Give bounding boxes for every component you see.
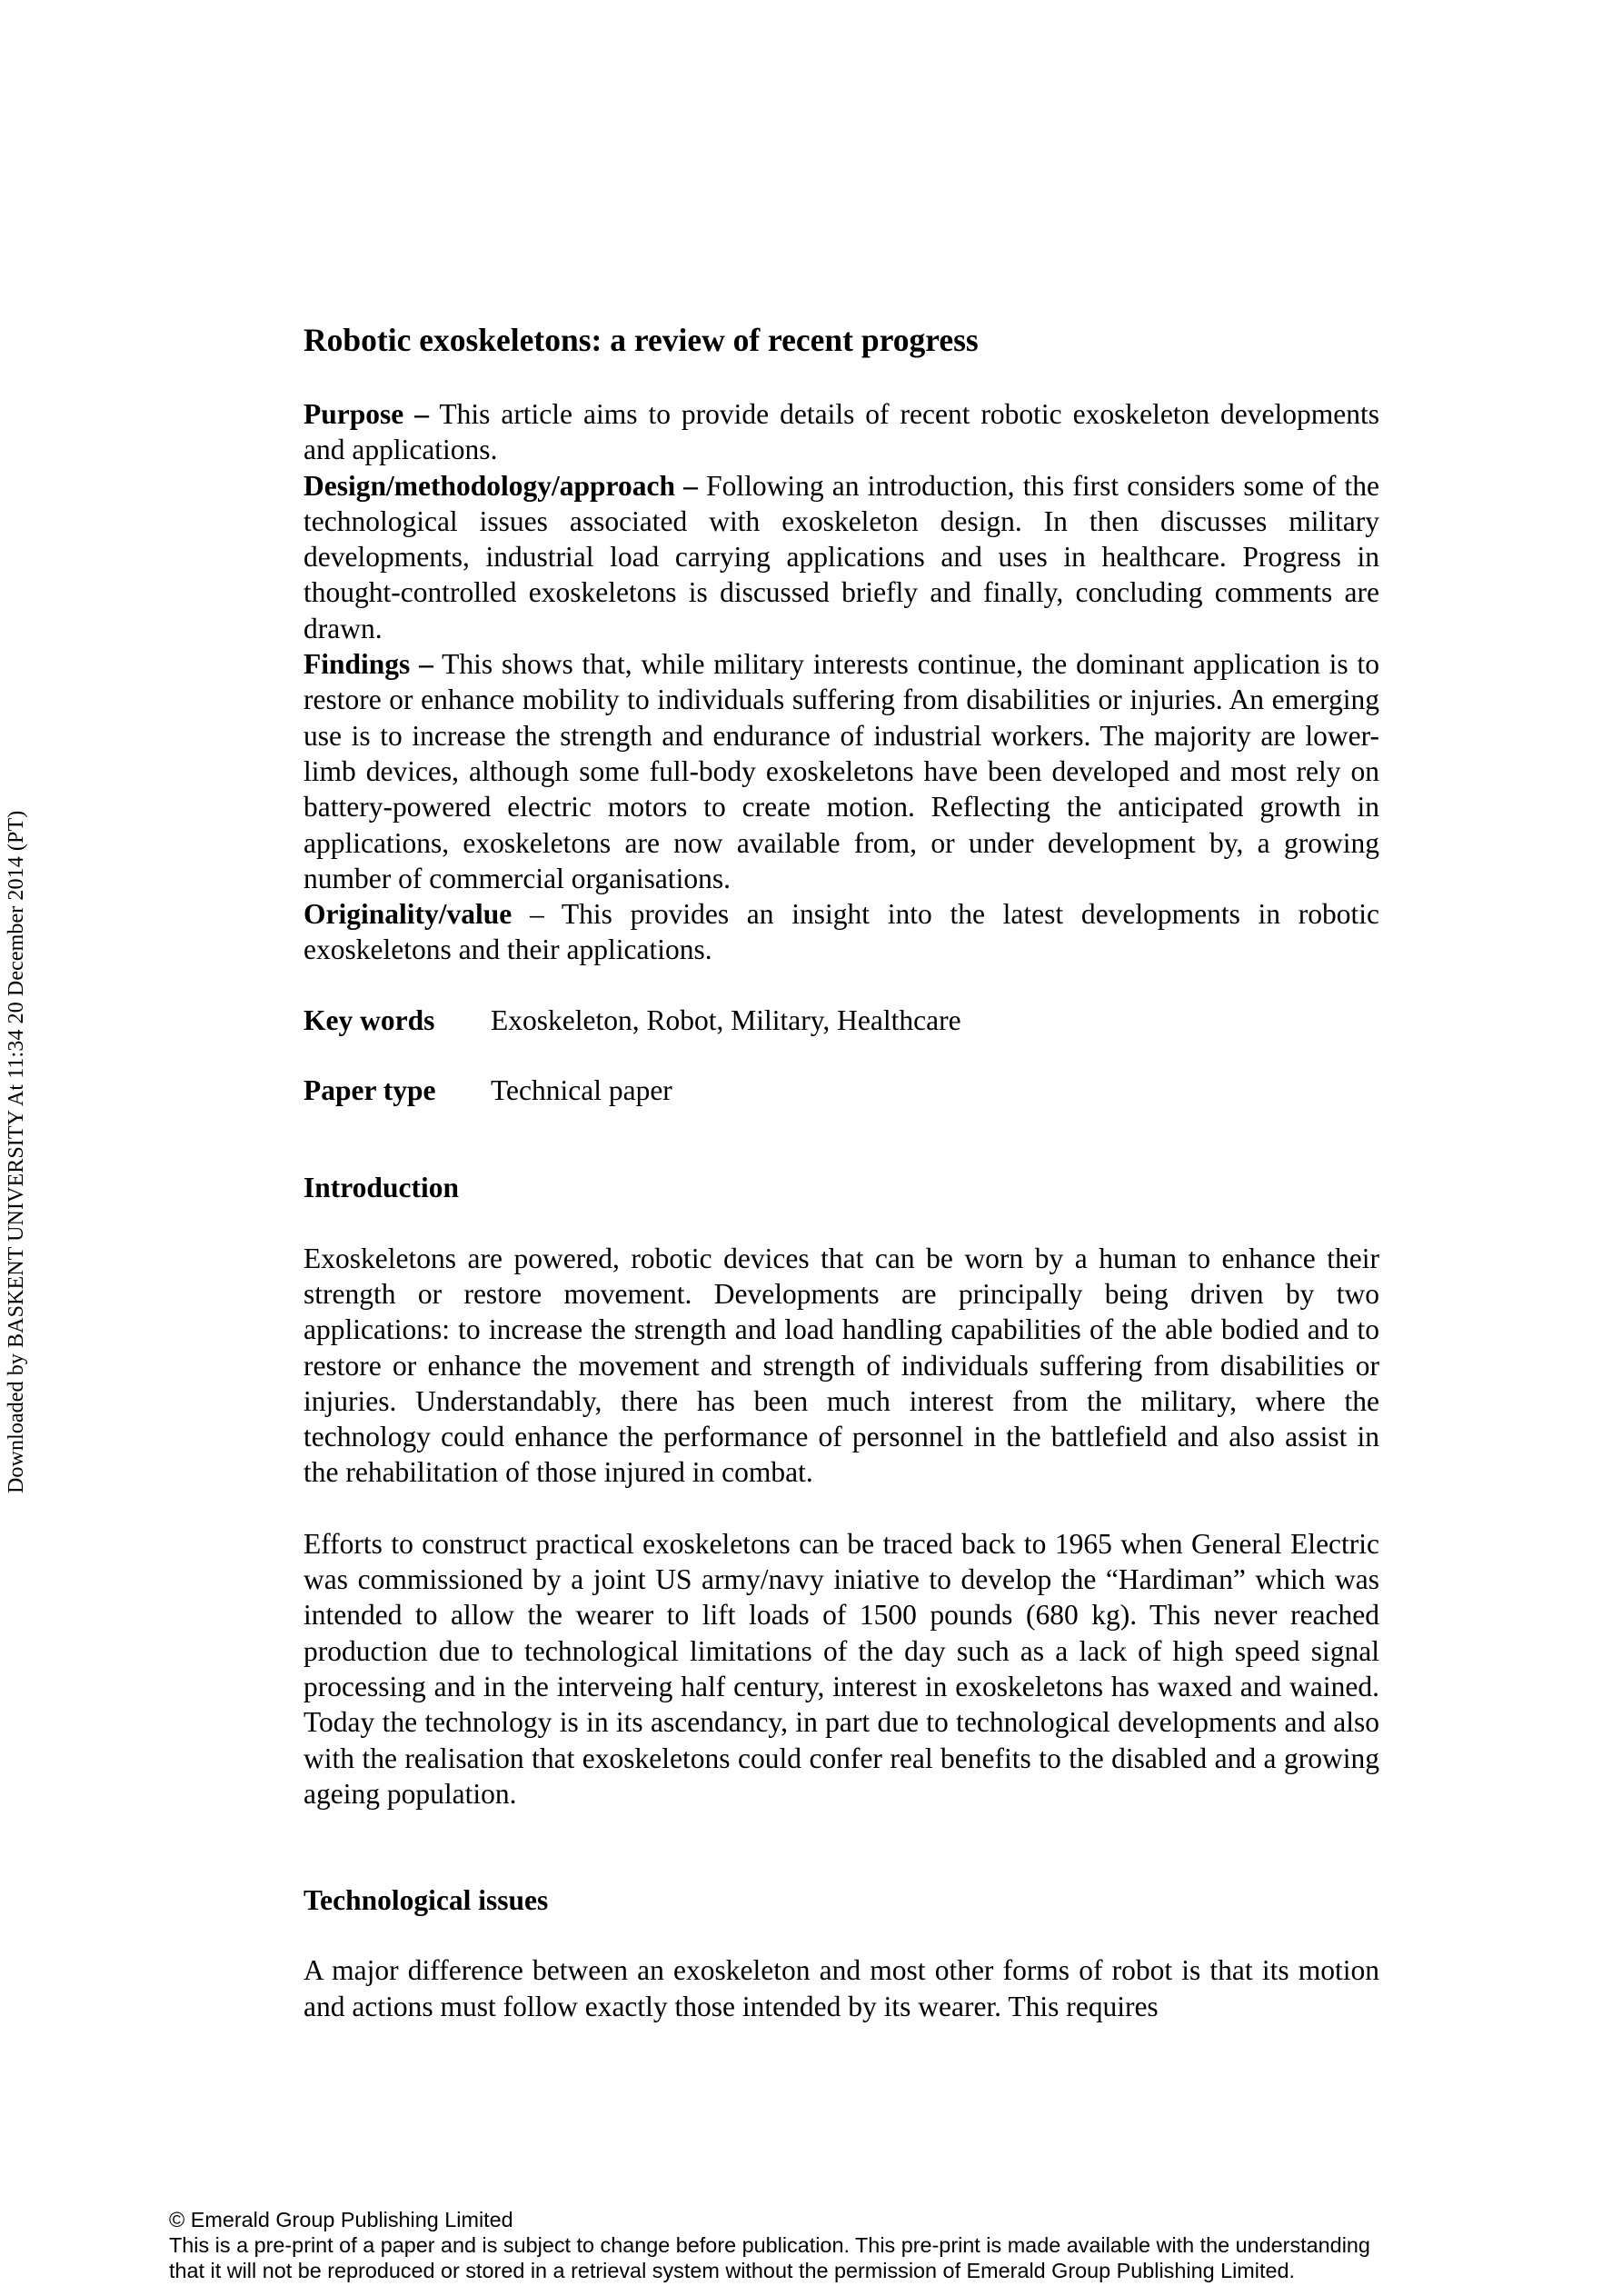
- originality-label: Originality/value: [304, 898, 512, 931]
- preprint-notice-line-2: that it will not be reproduced or stored in a retrieval system without the permission of Emerald Group Publishing Limited.: [169, 2259, 1295, 2282]
- paper-type-row: [304, 1073, 1379, 1108]
- purpose-text: This article aims to provide details of recent robotic exoskeleton developments and applications.: [304, 398, 1379, 466]
- abstract-findings: [304, 646, 1379, 896]
- copyright-line: © Emerald Group Publishing Limited: [169, 2208, 513, 2231]
- structured-abstract: [304, 396, 1379, 968]
- originality-text: – This provides an insight into the latest developments in robotic exoskeletons and their applications.: [304, 898, 1379, 966]
- section-heading-technological-issues: Technological issues: [304, 1884, 549, 1917]
- findings-text: This shows that, while military interests continue, the dominant application is to restore or enhance mobility to individuals suffering from disabilities or injuries. An emerging use is to increase the strength and endurance of industrial workers. The majority are lower-limb devices, although some full-body exoskeletons have been developed and most rely on battery-powered electric motors to create motion. Reflecting the anticipated growth in applications, exoskeletons are now available from, or under development by, a growing number of commercial organisations.: [304, 648, 1379, 894]
- tech-paragraph-1: A major difference between an exoskeleton and most other forms of robot is that its motion and actions must follow exactly those intended by its wearer. This requires: [304, 1954, 1379, 2022]
- paper-type-label: Paper type: [304, 1074, 436, 1107]
- paper-type-value: Technical paper: [491, 1074, 672, 1107]
- design-text: Following an introduction, this first considers some of the technological issues associated with exoskeleton design. In then discusses military developments, industrial load carrying applications and uses in healthcare. Progress in thought-controlled exoskeletons is discussed briefly and finally, concluding comments are drawn.: [304, 469, 1379, 644]
- abstract-purpose: [304, 396, 1379, 468]
- abstract-design: [304, 468, 1379, 646]
- download-stamp: [0, 0, 28, 1493]
- preprint-notice-line-1: This is a pre-print of a paper and is subject to change before publication. This pre-print is made available with the understanding: [169, 2233, 1370, 2257]
- intro-paragraph-1: Exoskeletons are powered, robotic devices that can be worn by a human to enhance their strength or restore movement. Developments are principally being driven by two applications: to increase the strength and load handling capabilities of the able bodied and to restore or enhance the movement and strength of individuals suffering from disabilities or injuries. Understandably, there has been much interest from the military, where the technology could enhance the performance of personnel in the battlefield and also assist in the rehabilitation of those injured in combat.: [304, 1242, 1379, 1489]
- findings-label: Findings –: [304, 648, 433, 681]
- purpose-label: Purpose –: [304, 398, 429, 430]
- download-stamp-text: Downloaded by BASKENT UNIVERSITY At 11:34 20 December 2014 (PT): [5, 810, 28, 1493]
- keywords-row: [304, 1003, 1379, 1038]
- abstract-originality: [304, 896, 1379, 968]
- paper-title: Robotic exoskeletons: a review of recent progress: [304, 322, 979, 358]
- design-label: Design/methodology/approach –: [304, 469, 698, 502]
- paper-content: [304, 320, 1379, 2060]
- publisher-footer: [169, 2207, 1478, 2283]
- intro-paragraph-2: Efforts to construct practical exoskeletons can be traced back to 1965 when General Electric was commissioned by a joint US army/navy iniative to develop the “Hardiman” which was intended to allow the wearer to lift loads of 1500 pounds (680 kg). This never reached production due to technological limitations of the day such as a lack of high speed signal processing and in the interveing half century, interest in exoskeletons has waxed and wained. Today the technology is in its ascendancy, in part due to technological developments and also with the realisation that exoskeletons could confer real benefits to the disabled and a growing ageing population.: [304, 1527, 1379, 1810]
- keywords-label: Key words: [304, 1003, 435, 1036]
- section-heading-introduction: Introduction: [304, 1172, 459, 1204]
- keywords-value: Exoskeleton, Robot, Military, Healthcare: [491, 1003, 961, 1036]
